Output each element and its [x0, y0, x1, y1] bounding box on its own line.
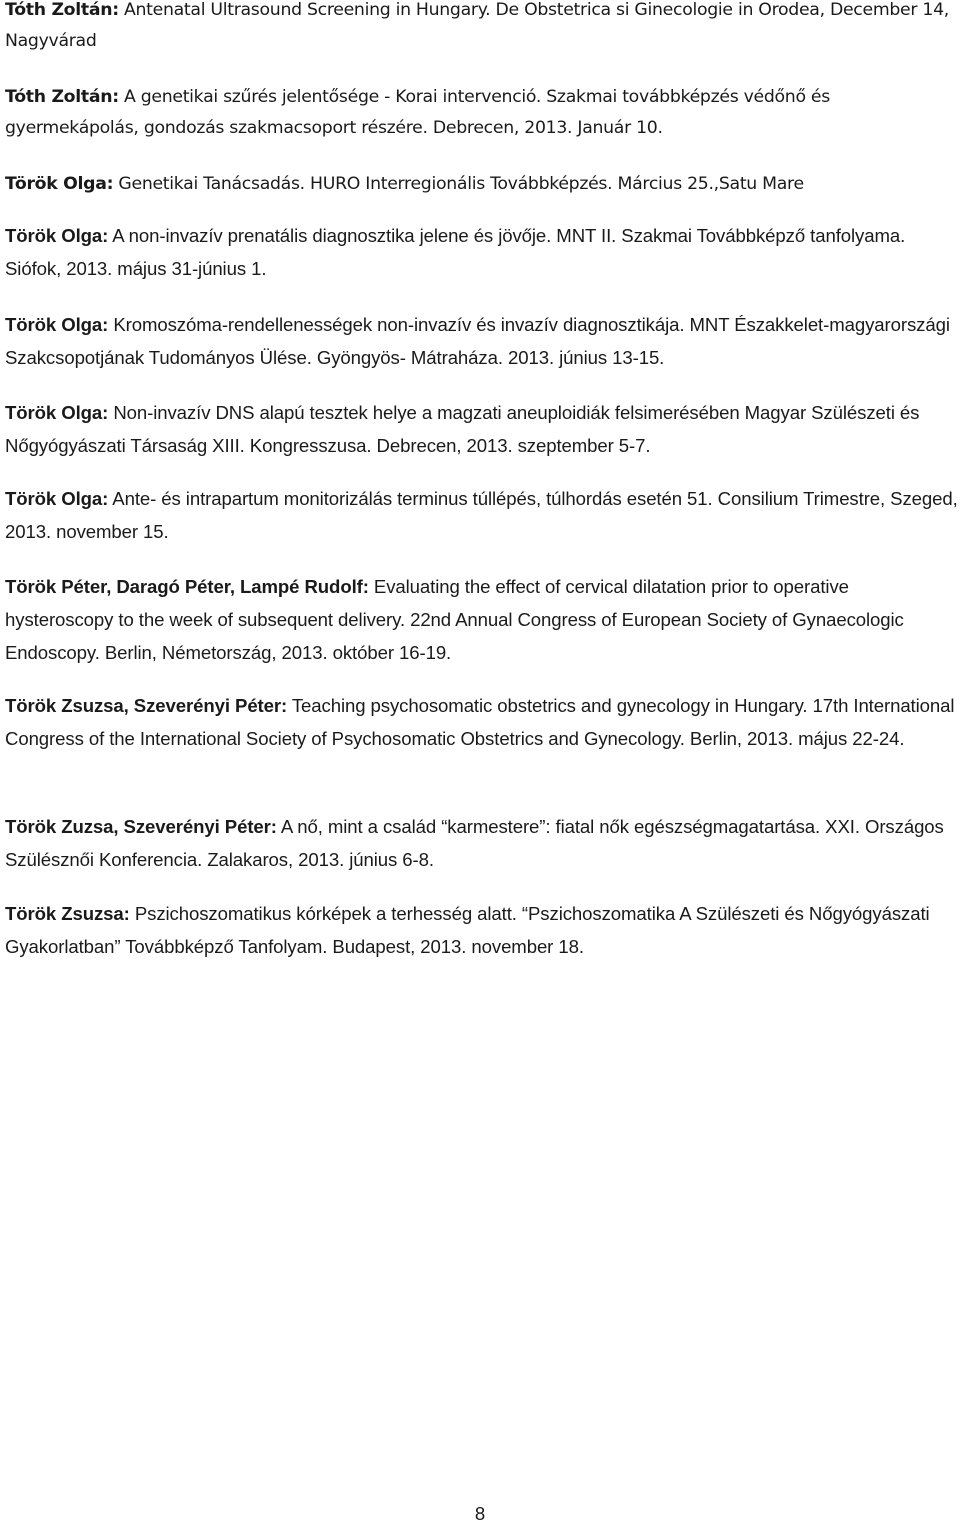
entry-authors: Török Olga: — [5, 174, 114, 194]
entry-authors: Török Olga: — [5, 488, 109, 509]
entry-text: Ante- és intrapartum monitorizálás terminus túllépés, túlhordás esetén 51. Consilium Trimestre, Szeged, 2013. november 15. — [5, 488, 958, 542]
entry-authors: Török Zuzsa, Szeverényi Péter: — [5, 816, 277, 837]
entry-text: A non-invazív prenatális diagnosztika jelene és jövője. MNT II. Szakmai Továbbképző tanfolyama. Siófok, 2013. május 31-június 1. — [5, 225, 906, 279]
entry-text: Evaluating the effect of cervical dilatation prior to operative hysteroscopy to the week of subsequent delivery. 22nd Annual Congress of European Society of Gynaecologic Endoscopy. Berlin, Németország, 2013. október 16-19. — [5, 576, 904, 663]
entry-authors: Tóth Zoltán: — [5, 87, 119, 107]
entry-authors: Tóth Zoltán: — [5, 0, 119, 20]
entry-text: Teaching psychosomatic obstetrics and gynecology in Hungary. 17th International Congress of the International Society of Psychosomatic Obstetrics and Gynecology. Berlin, 2013. május 22-24. — [5, 695, 955, 749]
publication-entry — [5, 0, 958, 57]
entry-text: Non-invazív DNS alapú tesztek helye a magzati aneuploidiák felsimerésében Magyar Szülészeti és Nőgyógyászati Társaság XIII. Kongresszusa. Debrecen, 2013. szeptember 5-7. — [5, 402, 920, 456]
publication-entry — [5, 810, 958, 876]
entry-authors: Török Péter, Daragó Péter, Lampé Rudolf: — [5, 576, 369, 597]
publication-entry — [5, 169, 958, 200]
publication-entry — [5, 219, 958, 285]
entry-authors: Török Olga: — [5, 402, 109, 423]
entry-text: Kromoszóma-rendellenességek non-invazív és invazív diagnosztikája. MNT Északkelet-magyarországi Szakcsopotjának Tudományos Ülése. Gyöngyös- Mátraháza. 2013. június 13-15. — [5, 314, 950, 368]
publication-entry — [5, 897, 958, 963]
entry-authors: Török Zsuzsa, Szeverényi Péter: — [5, 695, 288, 716]
publication-entry — [5, 82, 958, 144]
publication-entry — [5, 482, 958, 548]
entry-authors: Török Olga: — [5, 225, 109, 246]
entry-authors: Török Olga: — [5, 314, 109, 335]
entry-text: A genetikai szűrés jelentősége - Korai intervenció. Szakmai továbbképzés védőnő és gyermekápolás, gondozás szakmacsoport részére. Debrecen, 2013. Január 10. — [5, 87, 830, 138]
publication-entry — [5, 308, 958, 374]
publication-entry — [5, 689, 958, 755]
publication-entry — [5, 570, 958, 669]
entry-text: Pszichoszomatikus kórképek a terhesség alatt. “Pszichoszomatika A Szülészeti és Nőgyógyászati Gyakorlatban” Továbbképző Tanfolyam. Budapest, 2013. november 18. — [5, 903, 930, 957]
entry-text: Genetikai Tanácsadás. HURO Interregionális Továbbképzés. Március 25.,Satu Mare — [113, 174, 804, 194]
entry-authors: Török Zsuzsa: — [5, 903, 130, 924]
entry-text: A nő, mint a család “karmestere”: fiatal nők egészségmagatartása. XXI. Országos Szülésznői Konferencia. Zalakaros, 2013. június 6-8. — [5, 816, 944, 870]
page-number: 8 — [474, 1503, 486, 1524]
entry-text: Antenatal Ultrasound Screening in Hungary. De Obstetrica si Ginecologie in Orodea, December 14, Nagyvárad — [5, 0, 949, 51]
publication-entry — [5, 396, 958, 462]
